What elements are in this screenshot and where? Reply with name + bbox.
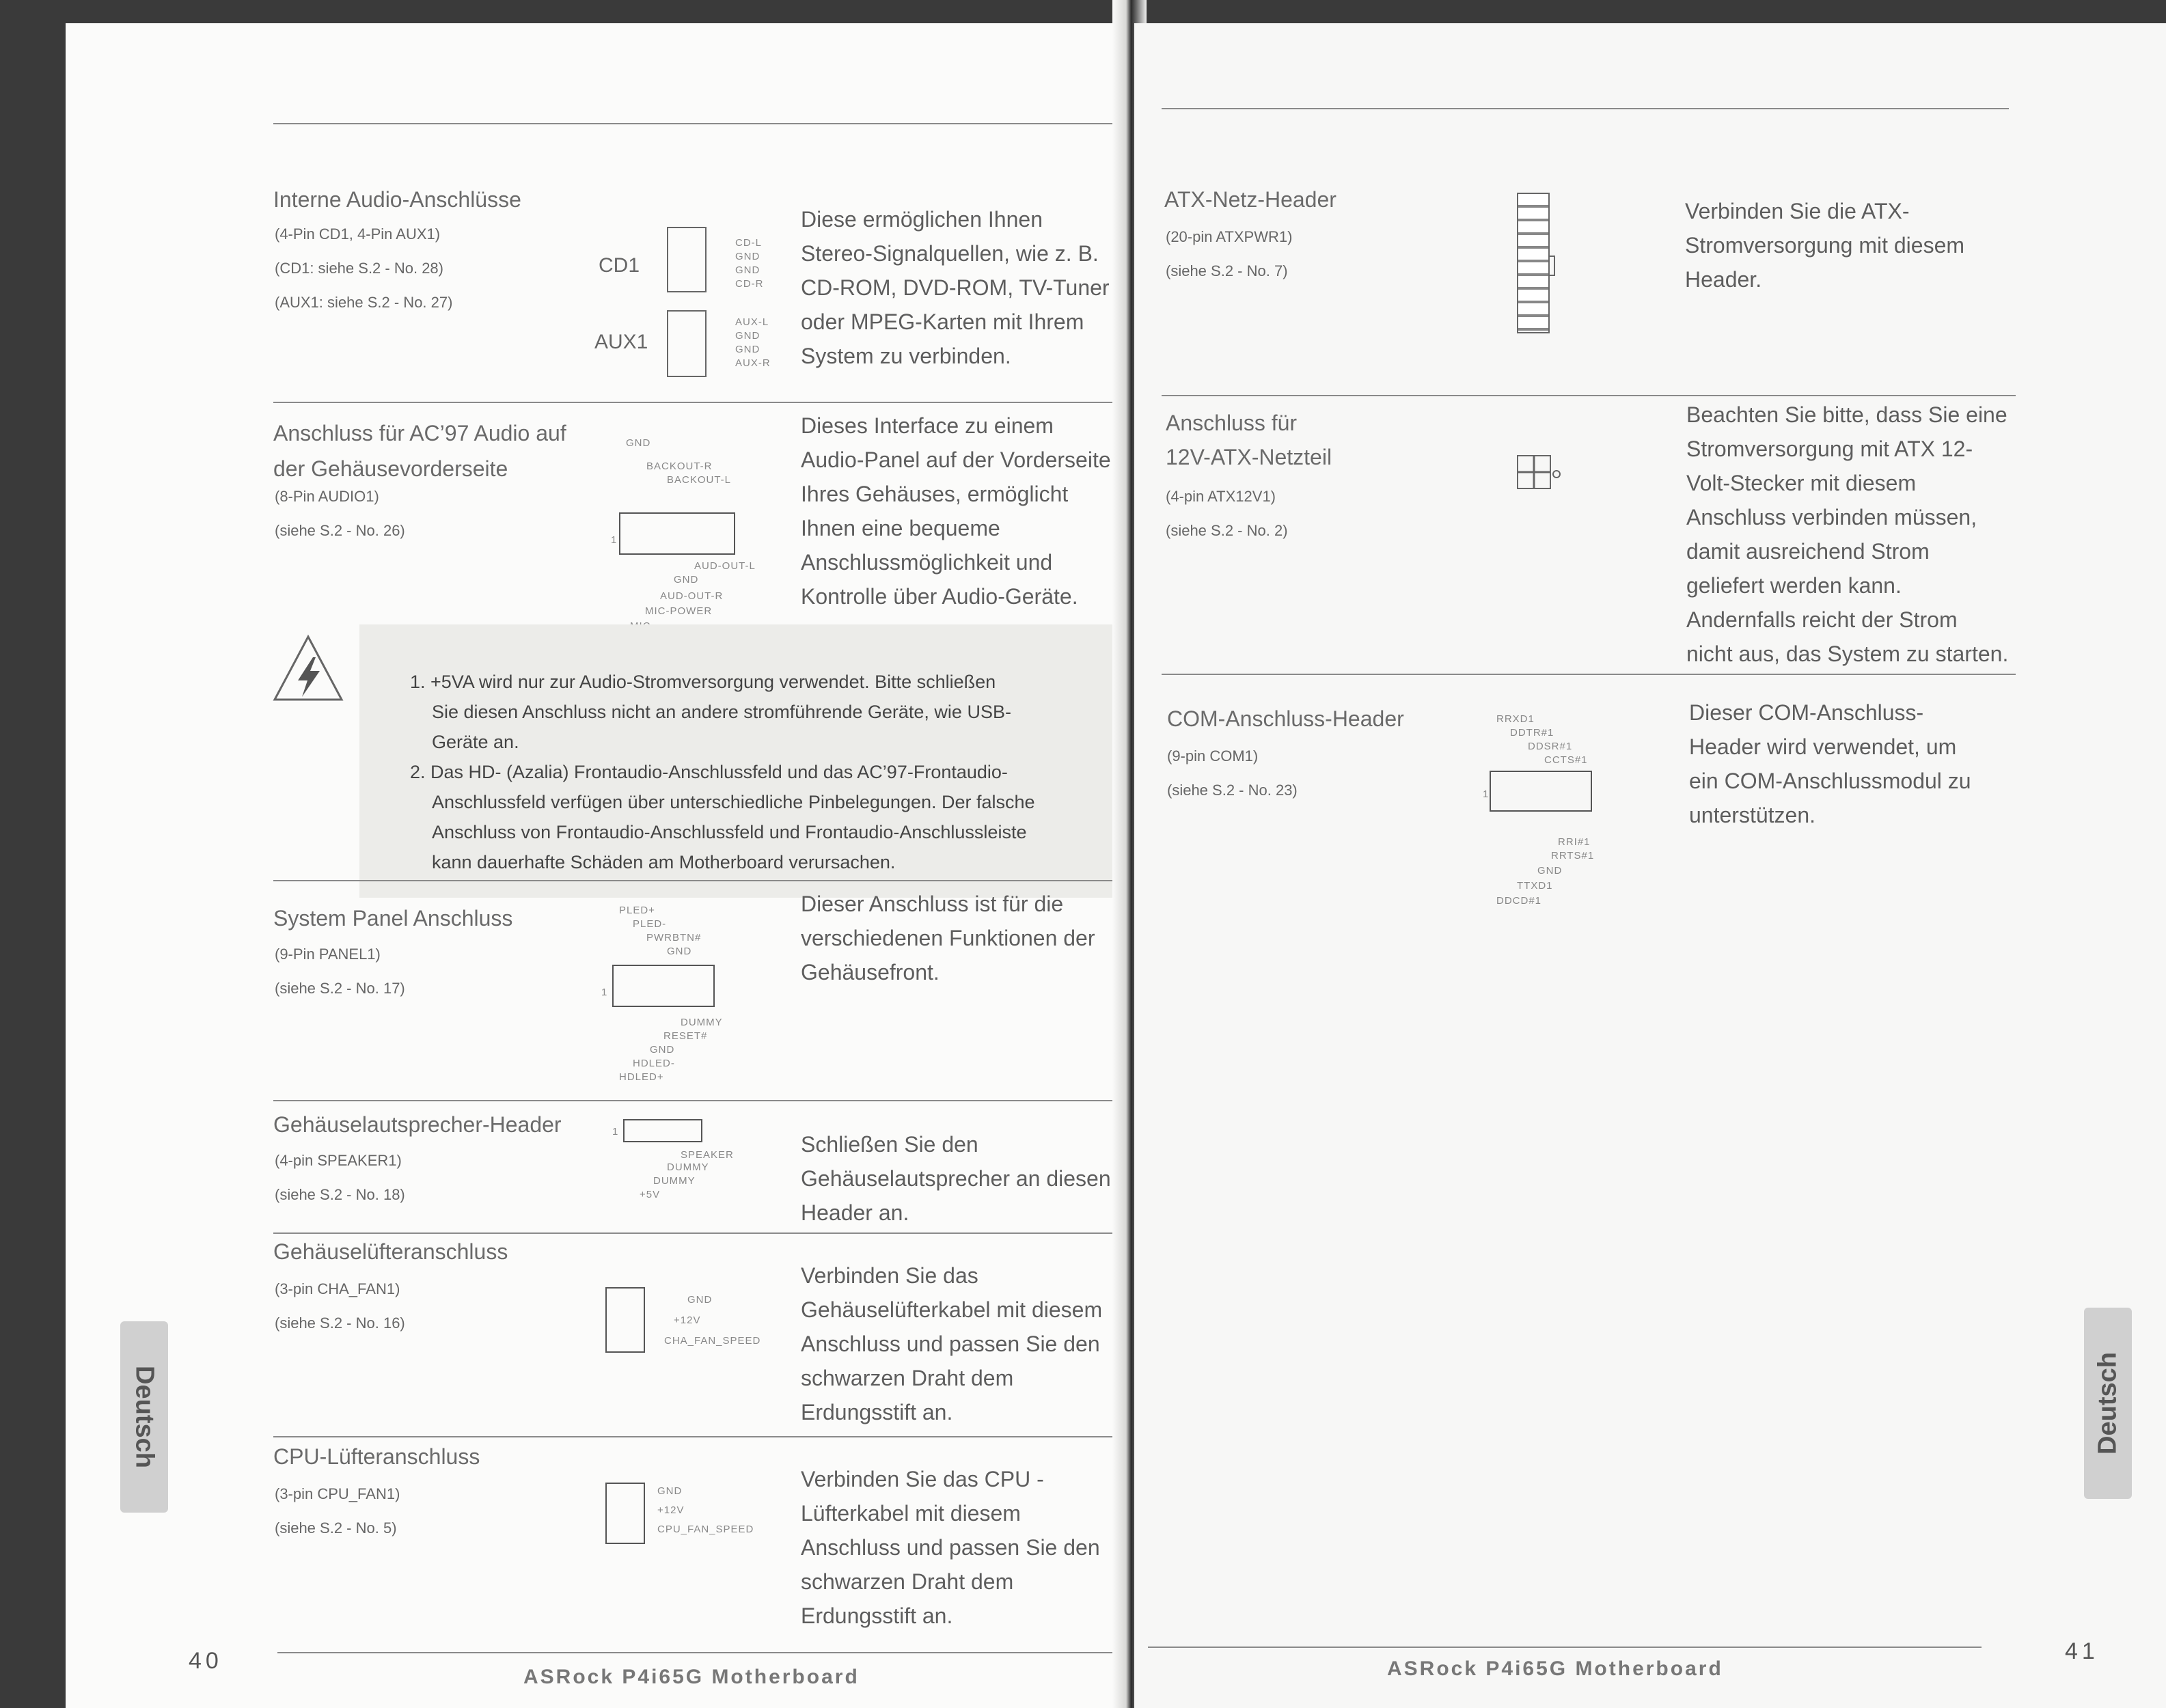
section-title-internal-audio: Interne Audio-Anschlüsse	[273, 187, 521, 212]
section-sub: (9-pin COM1)	[1167, 747, 1259, 765]
section-sub: (AUX1: siehe S.2 - No. 27)	[275, 294, 453, 311]
top-rule	[273, 123, 1127, 124]
section-sub: (CD1: siehe S.2 - No. 28)	[275, 260, 443, 277]
section-desc-ac97: Dieses Interface zu einem Audio-Panel auf der Vorderseite Ihres Gehäuses, ermöglicht Ihnen eine bequeme Anschlussmöglichkeit und Kontrolle über Audio-Geräte.	[801, 413, 1111, 609]
pin1-label: 1	[612, 1126, 619, 1138]
pin-label: TTXD1	[1517, 880, 1553, 892]
section-sub: (siehe S.2 - No. 26)	[275, 522, 405, 539]
section-sub: (4-pin SPEAKER1)	[275, 1152, 402, 1169]
section-divider	[273, 402, 1127, 403]
panel-connector	[612, 965, 715, 1007]
cd1-pin-labels: CD-L GND GND CD-R	[735, 237, 764, 290]
section-desc-com: Dieser COM-Anschluss- Header wird verwendet, um ein COM-Anschlussmodul zu unterstützen.	[1689, 700, 1971, 827]
section-title-panel: System Panel Anschluss	[273, 906, 513, 931]
footer-title: ASRock P4i65G Motherboard	[523, 1666, 860, 1688]
section-sub: (siehe S.2 - No. 2)	[1166, 522, 1288, 539]
section-sub: (siehe S.2 - No. 23)	[1167, 782, 1298, 799]
page-number: 40	[189, 1648, 223, 1674]
atx12v-connector	[1517, 455, 1551, 489]
aux1-label: AUX1	[594, 331, 648, 353]
ac97-diagram	[585, 433, 790, 638]
section-sub: (siehe S.2 - No. 16)	[275, 1314, 405, 1332]
com-connector	[1490, 771, 1592, 812]
left-page	[66, 23, 1132, 1708]
section-divider	[273, 1436, 1127, 1437]
pin-label: SPEAKER	[681, 1149, 734, 1161]
aux1-connector	[667, 310, 707, 377]
footer-rule	[1148, 1647, 1982, 1648]
section-divider	[1162, 674, 2016, 675]
pin-label: +12V	[657, 1504, 685, 1516]
section-sub: (3-pin CHA_FAN1)	[275, 1280, 400, 1297]
panel-diagram	[599, 905, 763, 1110]
section-divider	[273, 1232, 1127, 1234]
speaker-connector	[623, 1119, 702, 1142]
section-sub: (9-Pin PANEL1)	[275, 946, 381, 963]
section-desc-atx: Verbinden Sie die ATX- Stromversorgung mit diesem Header.	[1685, 199, 1965, 292]
atx12v-latch	[1552, 470, 1561, 478]
section-desc-internal-audio: Diese ermöglichen Ihnen Stereo-Signalquellen, wie z. B. CD-ROM, DVD-ROM, TV-Tuner oder MPEG-Karten mit Ihrem System zu verbinden.	[801, 207, 1110, 368]
atx-latch	[1548, 256, 1555, 276]
section-desc-speaker: Schließen Sie den Gehäuselautsprecher an diesen Header an.	[801, 1132, 1111, 1225]
pin-label: GND	[667, 946, 692, 957]
section-sub: (4-Pin CD1, 4-Pin AUX1)	[275, 225, 441, 243]
pin-label: DDCD#1	[1496, 895, 1542, 907]
pin-label: GND	[650, 1044, 675, 1056]
section-divider	[273, 880, 1127, 881]
pin-label: PLED-	[633, 918, 667, 930]
pin-label: PWRBTN#	[646, 932, 702, 943]
pin-label: MIC-POWER	[645, 605, 713, 617]
language-tab	[120, 1321, 168, 1513]
pin-label: RESET#	[663, 1030, 708, 1042]
pin-label: GND	[687, 1294, 713, 1306]
cd1-connector	[667, 227, 707, 292]
section-sub: (8-Pin AUDIO1)	[275, 488, 379, 505]
pin1-label: 1	[611, 534, 618, 546]
language-tab-label: Deutsch	[2093, 1352, 2122, 1455]
aux1-pin-labels: AUX-L GND GND AUX-R	[735, 316, 771, 369]
pin-label: CCTS#1	[1544, 754, 1588, 766]
pin-label: DUMMY	[681, 1017, 723, 1028]
pin-label: CHA_FAN_SPEED	[664, 1335, 761, 1347]
pin-label: AUD-OUT-R	[660, 590, 724, 602]
cd1-label: CD1	[599, 254, 640, 277]
pin-label: GND	[674, 574, 699, 586]
pin-label: DUMMY	[653, 1175, 696, 1187]
section-sub: (siehe S.2 - No. 17)	[275, 980, 405, 997]
pin-label: PLED+	[619, 905, 655, 916]
cha-fan-diagram	[605, 1287, 797, 1362]
top-rule	[1162, 108, 2009, 109]
section-desc-panel: Dieser Anschluss ist für die verschiedenen Funktionen der Gehäusefront.	[801, 892, 1095, 984]
cd-aux-diagram	[594, 221, 804, 385]
note-text: 1. +5VA wird nur zur Audio-Stromversorgung verwendet. Bitte schließen Sie diesen Anschluss nicht an andere stromführende Geräte, wie USB- Geräte an. 2. Das HD- (Azalia) Frontaudio-Anschlussfeld und das AC’97-Frontaudio- Anschlussfeld verfügen über unterschiedliche Pinbelegungen. Der falsche Anschluss von Frontaudio-Anschlussfeld und Frontaudio-Anschlussleiste kann dauerhafte Schäden am Motherboard verursachen.	[410, 672, 1035, 872]
page-number: 41	[2065, 1638, 2099, 1664]
section-divider	[1162, 395, 2016, 396]
pin-label: GND	[626, 437, 651, 449]
section-title-cpu-fan: CPU-Lüfteranschluss	[273, 1444, 480, 1469]
com-diagram	[1483, 713, 1667, 918]
pin-label: CPU_FAN_SPEED	[657, 1524, 754, 1535]
pin-label: RRI#1	[1558, 836, 1591, 848]
pin-label: +5V	[640, 1189, 661, 1200]
section-title-atx12v: Anschluss für 12V-ATX-Netzteil	[1166, 411, 1332, 469]
pin-label: GND	[1537, 865, 1563, 877]
footer-title: ASRock P4i65G Motherboard	[1387, 1657, 1723, 1680]
section-title-com: COM-Anschluss-Header	[1167, 706, 1404, 731]
section-title-speaker: Gehäuselautsprecher-Header	[273, 1112, 562, 1137]
pin-label: RRXD1	[1496, 713, 1535, 725]
ac97-connector	[619, 512, 735, 555]
pin-label: HDLED+	[619, 1071, 664, 1083]
cpu-fan-diagram	[605, 1483, 797, 1558]
speaker-diagram	[612, 1119, 763, 1228]
pin-label: +12V	[674, 1314, 701, 1326]
pin-label: BACKOUT-L	[667, 474, 732, 486]
pin-label: DDSR#1	[1528, 741, 1573, 752]
section-title-atx: ATX-Netz-Header	[1164, 187, 1336, 212]
pin-label: DDTR#1	[1510, 727, 1554, 739]
pin-label: HDLED-	[633, 1058, 675, 1069]
pin1-label: 1	[1483, 788, 1490, 800]
section-sub: (siehe S.2 - No. 5)	[275, 1519, 397, 1537]
pin-label: BACKOUT-R	[646, 460, 713, 472]
warning-icon	[271, 631, 346, 706]
section-desc-atx12v: Beachten Sie bitte, dass Sie eine Stromversorgung mit ATX 12- Volt-Stecker mit diesem Anschluss verbinden müssen, damit ausreichend Strom geliefert werden kann. Andernfalls reicht der Strom nicht aus, das System zu starten.	[1686, 402, 2009, 666]
section-sub: (3-pin CPU_FAN1)	[275, 1485, 400, 1502]
pin-label: RRTS#1	[1551, 850, 1595, 862]
section-title-ac97: Anschluss für AC’97 Audio auf der Gehäusevorderseite	[273, 421, 566, 481]
cpu-fan-connector	[605, 1483, 645, 1544]
footer-rule	[277, 1652, 1125, 1653]
section-desc-cha-fan: Verbinden Sie das Gehäuselüfterkabel mit diesem Anschluss und passen Sie den schwarzen Draht dem Erdungsstift an.	[801, 1263, 1103, 1424]
section-sub: (20-pin ATXPWR1)	[1166, 228, 1293, 245]
section-desc-cpu-fan: Verbinden Sie das CPU - Lüfterkabel mit diesem Anschluss und passen Sie den schwarzen Draht dem Erdungsstift an.	[801, 1467, 1100, 1628]
pin1-label: 1	[601, 987, 608, 998]
pin-label: GND	[657, 1485, 683, 1497]
language-tab-label: Deutsch	[130, 1366, 159, 1468]
section-title-cha-fan: Gehäuselüfteranschluss	[273, 1239, 508, 1264]
section-sub: (4-pin ATX12V1)	[1166, 488, 1276, 505]
pin-label: DUMMY	[667, 1161, 709, 1173]
right-page	[1134, 23, 2166, 1708]
section-sub: (siehe S.2 - No. 18)	[275, 1186, 405, 1203]
section-sub: (siehe S.2 - No. 7)	[1166, 262, 1288, 279]
atx-connector	[1517, 193, 1550, 333]
section-divider	[273, 1100, 1127, 1101]
pin-label: AUD-OUT-L	[694, 560, 756, 572]
cha-fan-connector	[605, 1287, 645, 1353]
language-tab	[2084, 1308, 2132, 1499]
